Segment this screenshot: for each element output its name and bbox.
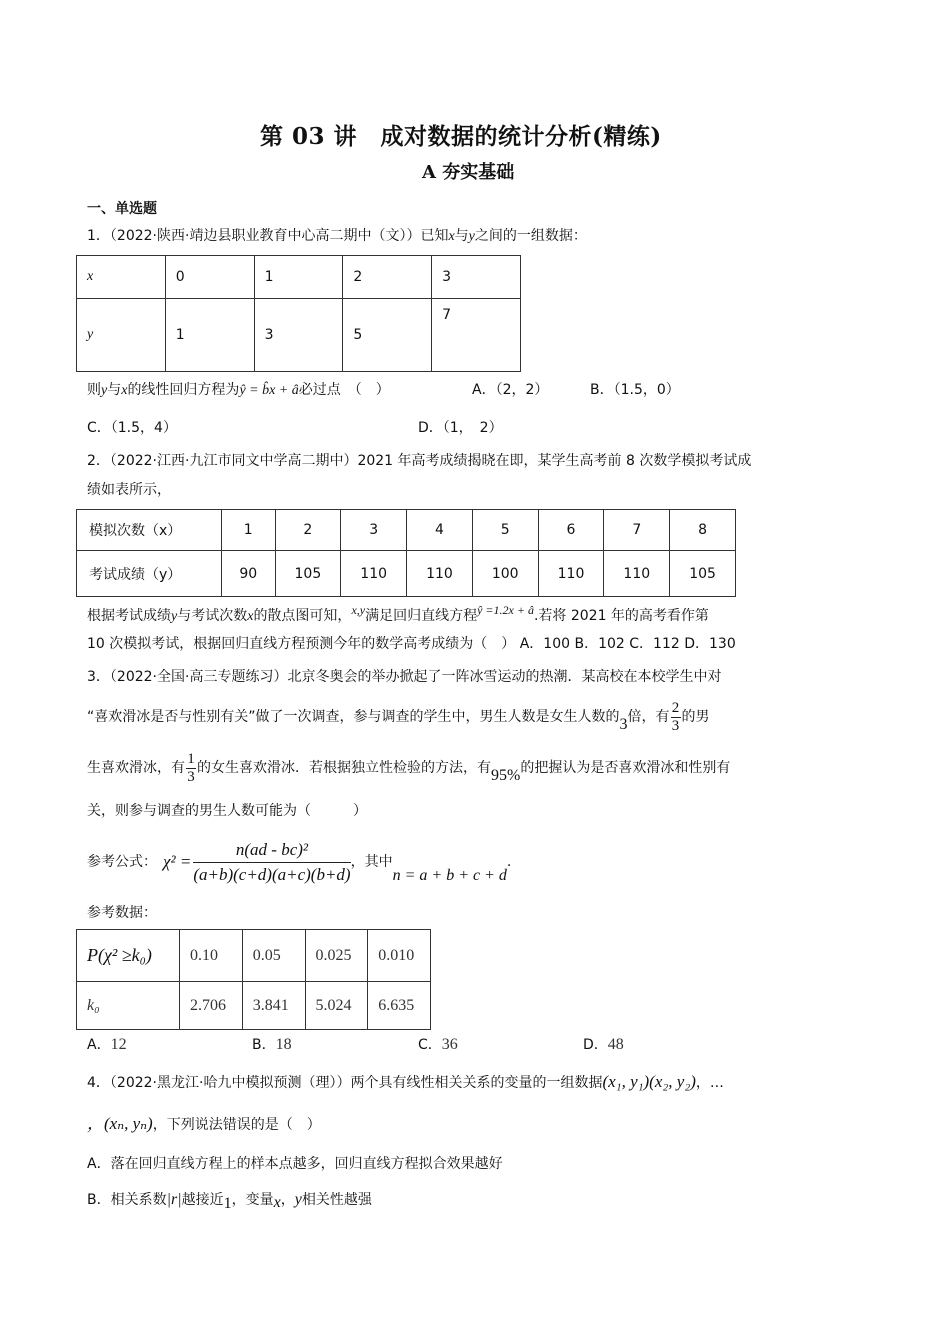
- q2-option-b: B．102: [574, 636, 625, 652]
- question-source: （2022·陕西·靖边县职业教育中心高二期中（文））: [109, 228, 421, 244]
- question-2-line4: 10 次模拟考试，根据回归直线方程预测今年的数学高考成绩为（ ） A．100 B．102 C．112 D．130: [87, 636, 736, 652]
- question-3-line4: 关，则参与调查的男生人数可能为（ ）: [87, 803, 367, 819]
- question-2-stem-cont: 绩如表所示，: [87, 482, 171, 498]
- question-source: （2022·全国·高三专题练习）: [109, 669, 288, 685]
- q3-option-a: A．12: [87, 1036, 127, 1053]
- table-cell: 110: [407, 551, 473, 597]
- question-number: 2．: [87, 453, 110, 469]
- table-header-cell: 模拟次数（x）: [77, 510, 222, 551]
- table-header-cell: k₀: [77, 982, 180, 1030]
- table-cell: 2.706: [180, 982, 243, 1030]
- fraction-one-third: $\frac{1}{3}$: [187, 750, 195, 785]
- table-header-cell: P(χ² ≥k₀): [77, 930, 180, 982]
- table-cell: 5.024: [305, 982, 368, 1030]
- table-cell: 1: [254, 256, 343, 299]
- q2-option-c: C．112: [629, 636, 680, 652]
- question-3-stem: 3．（2022·全国·高三专题练习）北京冬奥会的举办掀起了一阵冰雪运动的热潮．某高校在本校学生中对: [87, 669, 722, 685]
- table-cell: 5: [472, 510, 538, 551]
- q3-option-c: C．36: [418, 1036, 458, 1053]
- question-3-line2: “喜欢滑冰是否与性别有关”做了一次调查，参与调查的学生中，男生人数是女生人数的 3 倍，有 $\frac{2}{3}$ 的男: [87, 699, 710, 734]
- question-2-line3: 根据考试成绩y与考试次数x的散点图可知，x,y满足回归直线方程ŷ =1.2x + â.若将 2021 年的高考看作第: [87, 603, 709, 624]
- q4-option-a: A．落在回归直线方程上的样本点越多，回归直线方程拟合效果越好: [87, 1156, 503, 1172]
- table-cell: 105: [275, 551, 341, 597]
- regression-equation: ŷ = b̂x + â: [239, 383, 299, 398]
- table-cell: 0: [165, 256, 254, 299]
- q1-option-d: D．（1， 2）: [418, 420, 503, 436]
- q4-option-b: B．相关系数|r|越接近1，变量x，y相关性越强: [87, 1191, 372, 1212]
- reference-data-label: 参考数据：: [87, 905, 157, 921]
- question-number: 3．: [87, 669, 110, 685]
- q1-data-table: [76, 255, 521, 372]
- chi-square-table: [76, 929, 431, 1030]
- question-1-stem: 1．（2022·陕西·靖边县职业教育中心高二期中（文））已知x与y之间的一组数据：: [87, 228, 587, 244]
- table-cell: 0.025: [305, 930, 368, 982]
- q1-option-a: A．（2，2）: [472, 382, 549, 398]
- q1-option-c: C．（1.5，4）: [87, 420, 177, 436]
- table-cell: 3: [254, 299, 343, 372]
- q2-option-d: D．130: [684, 636, 736, 652]
- table-cell: 2: [275, 510, 341, 551]
- question-number: 4．: [87, 1075, 110, 1091]
- q2-score-table: [76, 509, 736, 597]
- question-4-stem: 4．（2022·黑龙江·哈九中模拟预测（理））两个具有线性相关关系的变量的一组数据(x₁, y₁)(x₂, y₂)，…: [87, 1072, 724, 1091]
- question-4-line2: ，(xₙ, yₙ)，下列说法错误的是（ ）: [87, 1114, 321, 1133]
- table-cell: 90: [222, 551, 276, 597]
- table-row: [77, 510, 736, 551]
- table-cell: 0.05: [242, 930, 305, 982]
- chi-square-fraction: $\frac{\text{n(ad - bc)²}}{(a+b)(c+d)(a+c)(b+d)}$: [193, 839, 351, 884]
- q2-option-a: A．100: [519, 636, 571, 652]
- fraction-two-thirds: $\frac{2}{3}$: [671, 699, 680, 734]
- table-cell: 110: [538, 551, 604, 597]
- table-cell: 6: [538, 510, 604, 551]
- question-source: （2022·黑龙江·哈九中模拟预测（理））: [109, 1075, 351, 1091]
- table-cell: 7: [432, 299, 521, 372]
- table-cell: 1: [222, 510, 276, 551]
- table-row: [77, 930, 431, 982]
- table-cell: 2: [343, 256, 432, 299]
- table-row: [77, 551, 736, 597]
- page-subtitle: A 夯实基础: [422, 162, 515, 183]
- table-row: [77, 982, 431, 1030]
- table-cell: 1: [165, 299, 254, 372]
- question-source: （2022·江西·九江市同文中学高二期中）: [109, 453, 358, 469]
- table-cell: 8: [670, 510, 736, 551]
- q3-option-d: D．48: [583, 1036, 624, 1053]
- table-cell: 110: [604, 551, 670, 597]
- table-cell: y: [77, 299, 166, 372]
- table-cell: 5: [343, 299, 432, 372]
- table-cell: 3: [341, 510, 407, 551]
- table-cell: 3: [432, 256, 521, 299]
- table-row: [77, 299, 521, 372]
- reference-formula: 参考公式： χ² = $\frac{\text{n(ad - bc)²}}{(a+b)(c+d)(a+c)(b+d)}$ ，其中 n = a + b + c + d .: [87, 839, 512, 884]
- table-cell: 0.10: [180, 930, 243, 982]
- table-cell: x: [77, 256, 166, 299]
- question-3-line3: 生喜欢滑冰，有 $\frac{1}{3}$ 的女生喜欢滑冰．若根据独立性检验的方法，有 95% 的把握认为是否喜欢滑冰和性别有: [87, 750, 731, 785]
- table-cell: 7: [604, 510, 670, 551]
- table-row: [77, 256, 521, 299]
- question-2-stem: 2．（2022·江西·九江市同文中学高二期中）2021 年高考成绩揭晓在即，某学生高考前 8 次数学模拟考试成: [87, 453, 752, 469]
- table-cell: 110: [341, 551, 407, 597]
- regression-equation: ŷ =1.2x + â: [477, 603, 534, 617]
- section-heading: 一、单选题: [87, 201, 157, 217]
- q3-option-b: B．18: [252, 1036, 292, 1053]
- q1-option-b: B．（1.5，0）: [590, 382, 680, 398]
- question-number: 1．: [87, 228, 110, 244]
- table-cell: 0.010: [368, 930, 431, 982]
- table-cell: 6.635: [368, 982, 431, 1030]
- table-cell: 105: [670, 551, 736, 597]
- page-title: 第 03 讲 成对数据的统计分析(精练): [260, 123, 662, 150]
- question-1-line2: 则y与x的线性回归方程为ŷ = b̂x + â必过点 （ ）: [87, 382, 390, 398]
- table-header-cell: 考试成绩（y）: [77, 551, 222, 597]
- table-cell: 4: [407, 510, 473, 551]
- table-cell: 100: [472, 551, 538, 597]
- table-cell: 3.841: [242, 982, 305, 1030]
